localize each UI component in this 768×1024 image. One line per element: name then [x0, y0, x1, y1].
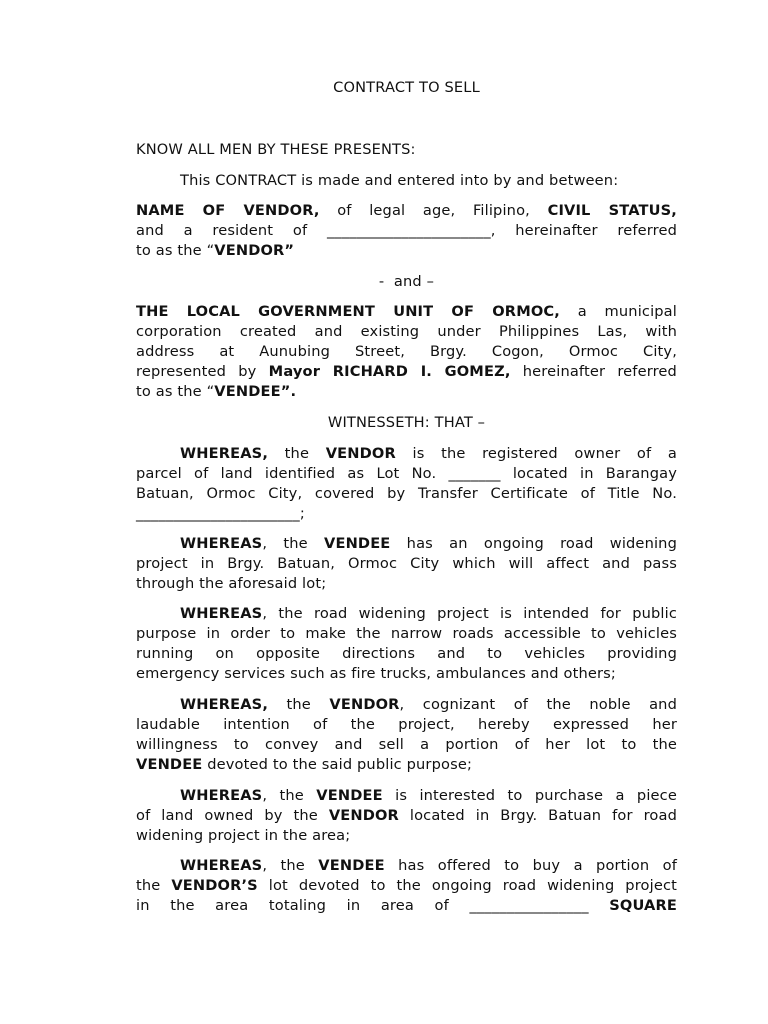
party-name: VENDOR — [329, 696, 400, 713]
text-fragment: is interested to purchase a piece — [382, 787, 677, 804]
whereas-5-line-3: widening project in the area; — [136, 827, 351, 844]
vendee-rep-text: represented by — [136, 363, 269, 380]
whereas-3-line-3: running on opposite directions and to vehicles providing — [136, 645, 677, 662]
vendor-text: of legal age, Filipino, — [319, 202, 548, 219]
text-fragment: the — [268, 696, 330, 713]
whereas-label: WHEREAS, — [180, 696, 269, 713]
whereas-label: WHEREAS — [180, 535, 263, 552]
whereas-3-line-4: emergency services such as fire trucks, ambulances and others; — [136, 665, 616, 682]
whereas-label: WHEREAS, — [180, 445, 269, 462]
party-name: VENDEE — [324, 535, 391, 552]
mayor-name: Mayor RICHARD I. GOMEZ, — [268, 363, 511, 380]
whereas-4-line-3: willingness to convey and sell a portion of her lot to the — [136, 736, 677, 753]
page-title: CONTRACT TO SELL — [333, 79, 480, 96]
party-name: VENDEE — [316, 787, 383, 804]
text-fragment: is the registered owner of a — [395, 445, 677, 462]
vendor-civil-status: CIVIL STATUS, — [547, 202, 677, 219]
text-fragment: , the — [262, 535, 324, 552]
whereas-1-line-2: parcel of land identified as Lot No. _______ located in Barangay — [136, 465, 677, 482]
party-name: VENDEE — [136, 756, 203, 773]
text-fragment: , the road widening project is intended for public — [262, 605, 677, 622]
intro-line: This CONTRACT is made and entered into by and between: — [180, 172, 619, 189]
vendor-line-3 — [136, 241, 294, 261]
vendee-line-4 — [136, 362, 677, 382]
whereas-6-line-3 — [136, 896, 677, 916]
whereas-2-line-2: project in Brgy. Batuan, Ormoc City which will affect and pass — [136, 555, 677, 572]
text-fragment: , the — [262, 787, 317, 804]
whereas-4-line-2: laudable intention of the project, hereby expressed her — [136, 716, 677, 733]
party-name: VENDOR — [325, 445, 396, 462]
vendee-line-1 — [136, 302, 677, 322]
party-name: VENDEE — [318, 857, 385, 874]
whereas-label: WHEREAS — [180, 857, 263, 874]
vendee-rep-text-2: hereinafter referred — [510, 363, 677, 380]
vendee-ref: VENDEE”. — [214, 383, 297, 400]
vendee-line-3: address at Aunubing Street, Brgy. Cogon, Ormoc City, — [136, 343, 677, 360]
text-fragment: devoted to the said public purpose; — [202, 756, 473, 773]
vendee-line-2: corporation created and existing under Philippines Las, with — [136, 323, 677, 340]
text-fragment: the — [136, 877, 172, 894]
intro-heading: KNOW ALL MEN BY THESE PRESENTS: — [136, 141, 416, 158]
whereas-3-line-2: purpose in order to make the narrow roads accessible to vehicles — [136, 625, 677, 642]
whereas-1-line-4: ______________________; — [136, 505, 305, 522]
and-separator: - and – — [378, 273, 435, 290]
whereas-2-line-1 — [180, 534, 677, 554]
whereas-3-line-1 — [180, 604, 677, 624]
whereas-6-line-2 — [136, 876, 677, 896]
whereas-5-line-1 — [180, 786, 677, 806]
vendee-name: THE LOCAL GOVERNMENT UNIT OF ORMOC, — [136, 303, 560, 320]
text-fragment: located in Brgy. Batuan for road — [398, 807, 677, 824]
whereas-1-line-1 — [180, 444, 677, 464]
vendee-text: a municipal — [559, 303, 677, 320]
whereas-6-line-1 — [180, 856, 677, 876]
whereas-label: WHEREAS — [180, 787, 263, 804]
vendor-line-1 — [136, 201, 677, 221]
vendor-ref: VENDOR” — [214, 242, 295, 259]
party-name: VENDOR’S — [171, 877, 258, 894]
whereas-label: WHEREAS — [180, 605, 263, 622]
text-fragment: , cognizant of the noble and — [399, 696, 677, 713]
whereas-5-line-2 — [136, 806, 677, 826]
vendee-line-5 — [136, 382, 296, 402]
text-fragment: the — [268, 445, 326, 462]
witnesseth-heading: WITNESSETH: THAT – — [327, 414, 486, 431]
text-fragment: in the area totaling in area of ________________ — [136, 897, 610, 914]
text-fragment: has an ongoing road widening — [390, 535, 677, 552]
vendor-ref-text: to as the “ — [136, 242, 215, 259]
party-name: VENDOR — [328, 807, 399, 824]
unit-label: SQUARE — [609, 897, 677, 914]
vendor-line-2: and a resident of ______________________, hereinafter referred — [136, 222, 677, 239]
vendee-ref-text: to as the “ — [136, 383, 215, 400]
text-fragment: of land owned by the — [136, 807, 329, 824]
text-fragment: has offered to buy a portion of — [384, 857, 677, 874]
text-fragment: , the — [262, 857, 319, 874]
whereas-1-line-3: Batuan, Ormoc City, covered by Transfer Certificate of Title No. — [136, 485, 677, 502]
whereas-4-line-1 — [180, 695, 677, 715]
whereas-4-line-4 — [136, 755, 472, 775]
vendor-name: NAME OF VENDOR, — [136, 202, 320, 219]
whereas-2-line-3: through the aforesaid lot; — [136, 575, 327, 592]
text-fragment: lot devoted to the ongoing road widening project — [257, 877, 677, 894]
